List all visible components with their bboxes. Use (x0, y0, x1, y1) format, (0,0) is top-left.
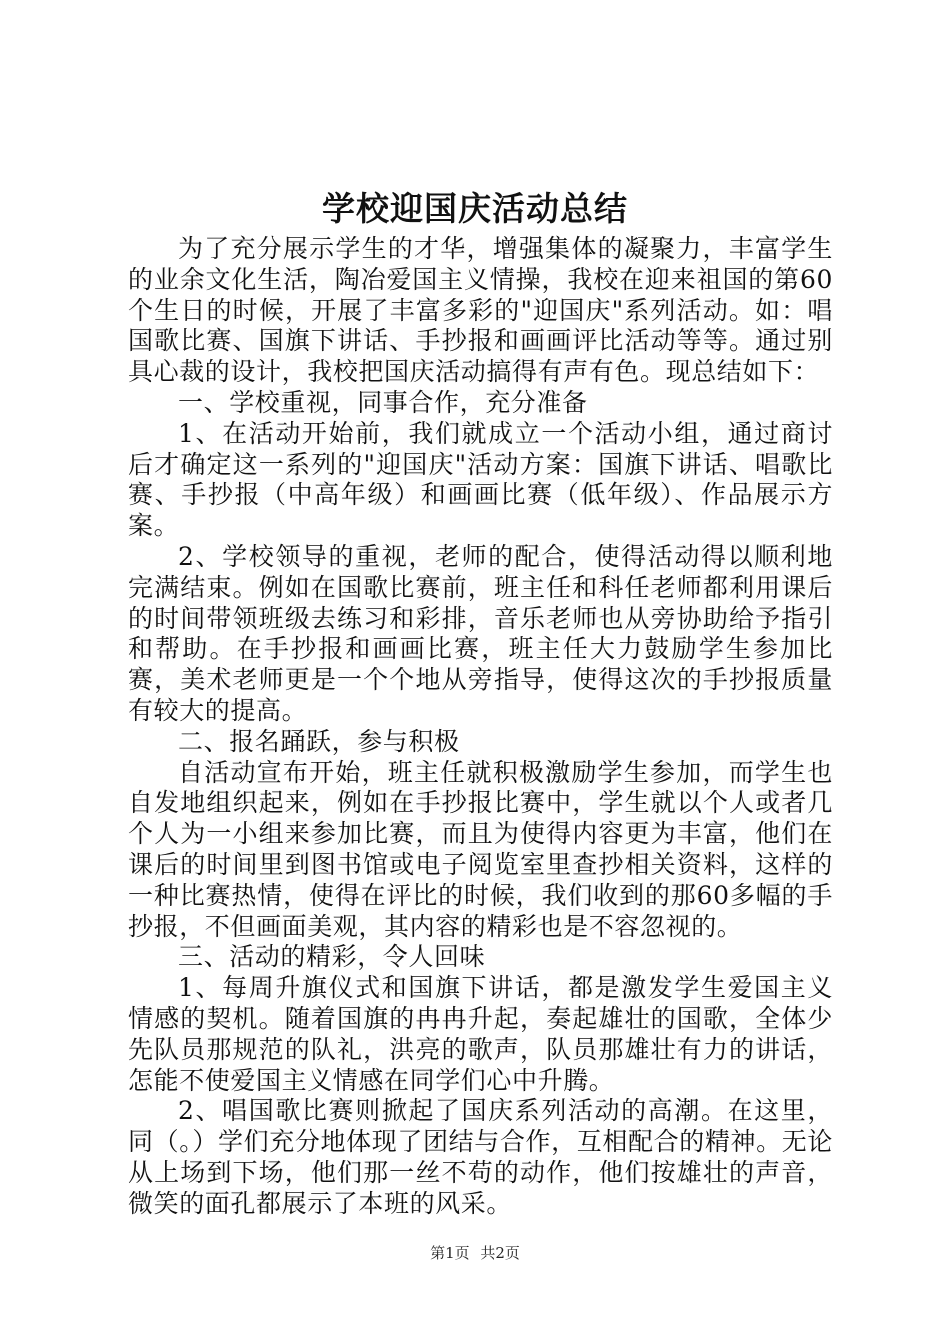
document-body (128, 234, 833, 1220)
paragraph-intro: 为了充分展示学生的才华，增强集体的凝聚力，丰富学生的业余文化生活，陶冶爱国主义情操，我校在迎来祖国的第60个生日的时候，开展了丰富多彩的"迎国庆"系列活动。如：唱国歌比赛、国旗下讲话、手抄报和画画评比活动等等。通过别具心裁的设计，我校把国庆活动搞得有声有色。现总结如下： (128, 234, 833, 387)
paragraph-2-1: 自活动宣布开始，班主任就积极激励学生参加，而学生也自发地组织起来，例如在手抄报比赛中，学生就以个人或者几个人为一小组来参加比赛，而且为使得内容更为丰富，他们在课后的时间里到图书馆或电子阅览室里查抄相关资料，这样的一种比赛热情，使得在评比的时候，我们收到的那60多幅的手抄报，不但画面美观，其内容的精彩也是不容忽视的。 (128, 757, 833, 941)
page-total: 共2页 (480, 1244, 520, 1262)
section-heading-3: 三、活动的精彩，令人回味 (178, 942, 486, 972)
document-title: 学校迎国庆活动总结 (322, 189, 628, 228)
section-heading-2: 二、报名踊跃，参与积极 (178, 726, 460, 756)
paragraph-1-2: 2、学校领导的重视，老师的配合，使得活动得以顺利地完满结束。例如在国歌比赛前，班主任和科任老师都利用课后的时间带领班级去练习和彩排，音乐老师也从旁协助给予指引和帮助。在手抄报和画画比赛，班主任大力鼓励学生参加比赛，美术老师更是一个个地从旁指导，使得这次的手抄报质量有较大的提高。 (128, 541, 833, 725)
section-heading-1: 一、学校重视，同事合作，充分准备 (178, 387, 588, 417)
paragraph-3-1: 1、每周升旗仪式和国旗下讲话，都是激发学生爱国主义情感的契机。随着国旗的冉冉升起，奏起雄壮的国歌，全体少先队员那规范的队礼，洪亮的歌声，队员那雄壮有力的讲话，怎能不使爱国主义情感在同学们心中升腾。 (128, 973, 833, 1095)
page-number: 第1页 (430, 1244, 470, 1262)
paragraph-1-1: 1、在活动开始前，我们就成立一个活动小组，通过商讨后才确定这一系列的"迎国庆"活动方案：国旗下讲话、唱歌比赛、手抄报（中高年级）和画画比赛（低年级）、作品展示方案。 (128, 418, 833, 541)
paragraph-3-2: 2、唱国歌比赛则掀起了国庆系列活动的高潮。在这里，同（。）学们充分地体现了团结与合作，互相配合的精神。无论从上场到下场，他们那一丝不苟的动作，他们按雄壮的声音，微笑的面孔都展示了本班的风采。 (128, 1096, 833, 1218)
page-footer (0, 1243, 950, 1263)
